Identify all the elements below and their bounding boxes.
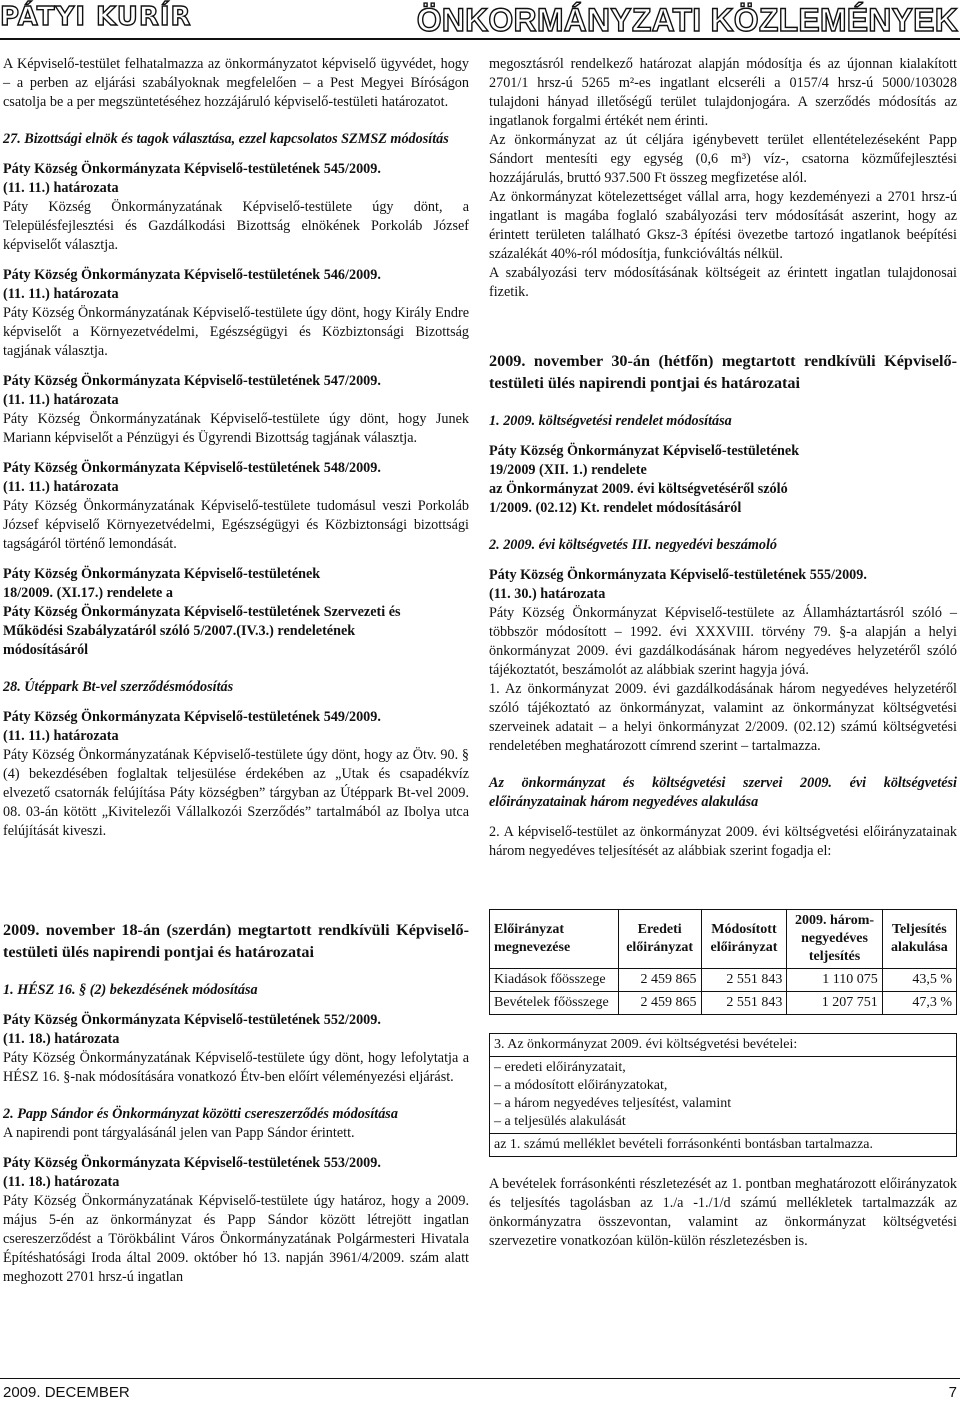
page-number: 7: [948, 1384, 957, 1401]
session-nov-30-heading: 2009. november 30-án (hétfőn) megtartott rendkívüli Képviselő-testületi ülés napirendi pontjai és határozatai: [489, 352, 957, 392]
resolution-553-text: Páty Község Önkormányzatának Képviselő-testülete úgy határoz, hogy a 2009. május 5-én az önkormányzat és Papp Sándor között létrejött ingatlan csereszerződést a Törökbálint Város Önkormányzatának Polgármesteri Hivatala Építéshatósági Iroda által 2009. október hó 13. napján 3961/4/2009. szám alatt meghozott 2701 hrsz-ú ingatlan: [3, 1193, 469, 1285]
revenue-box-list-row: [490, 1057, 957, 1134]
decree-19-line-1: Páty Község Önkormányzat Képviselő-testületének: [489, 443, 800, 459]
budget-col-header: Módosított előirányzat: [701, 910, 787, 969]
resolution-549-text: Páty Község Önkormányzatának Képviselő-testülete úgy dönt, hogy az Ötv. 90. § (4) bekezdésében foglaltak teljesülése érdekében az „Utak és csapadékvíz elvezető csatornák felújítása Páty községben” tárgyban az Útéppark Bt-vel 2009. 08. 03-án kötött „Kivitelezői Vállalkozói Szerződés” tartalmából az Ibolya utca felújítását kiveszi.: [3, 747, 469, 839]
continuation-paragraph-2: Az önkormányzat az út céljára igénybevett terület ellentételezéseként Papp Sándort mentesíti egy egység (0,6 m³) víz-, csatorna közműfejlesztési hozzájárulás, bruttó 937.500 Ft összeg megfizetése alól.: [489, 132, 957, 186]
table-cell: 2 551 843: [701, 969, 787, 992]
table-cell: 2 459 865: [618, 992, 701, 1015]
resolution-555-subtitle: (11. 30.) határozata: [489, 586, 606, 602]
table-cell: 2 551 843: [701, 992, 787, 1015]
list-item: – a módosított előirányzatokat,: [494, 1078, 668, 1093]
table-cell: 43,5 %: [882, 969, 956, 992]
agenda-item-hesz: 1. HÉSZ 16. § (2) bekezdésének módosítása: [3, 982, 258, 998]
budget-table-header-row: [490, 910, 957, 969]
section-title: ÖNKORMÁNYZATI KÖZLEMÉNYEK: [416, 2, 958, 38]
resolution-548-subtitle: (11. 11.) határozata: [3, 479, 119, 495]
table-cell: Bevételek főösszege: [490, 992, 619, 1015]
budget-col-header: Előirányzat megnevezése: [490, 910, 619, 969]
final-paragraph: A bevételek forrásonkénti részletezését az 1. pontban meghatározott előirányzatok és teljesítés tagolásban az 1./a -1./1/d számú mellékletek tartalmazzák az önkormányzatra összevontan, valamint az önkormányzat költségvetési szervezetire vonatkozóan külön-külön részletezésben is.: [489, 1176, 957, 1249]
budget-table: [489, 909, 957, 1015]
agenda-item-27: 27. Bizottsági elnök és tagok választása, ezzel kapcsolatos SZMSZ módosítás: [3, 131, 449, 147]
revenue-box-title: 3. Az önkormányzat 2009. évi költségvetési bevételei:: [490, 1034, 957, 1057]
masthead-logo: PÁTYI KURÍR: [0, 2, 192, 32]
revenue-box: [489, 1033, 957, 1157]
continuation-paragraph-1: megosztásról rendelkező határozat alapján módosítja és az újonnan kialakított 2701/1 hrsz-ú 5265 m²-es ingatlant elcseréli a 0157/4 hrsz-ú 5000/103028 tulajdoni hányad illetőségű terület tulajdonjogára. A szerződés módosítás az ingatlanok forgalmi értékét nem érinti.: [489, 56, 957, 129]
agenda-item-quarterly-report: 2. 2009. évi költségvetés III. negyedévi beszámoló: [489, 537, 778, 553]
resolution-552-title: Páty Község Önkormányzata Képviselő-testületének 552/2009.: [3, 1012, 381, 1028]
budget-col-header: Eredeti előirányzat: [618, 910, 701, 969]
footer-date: 2009. DECEMBER: [3, 1384, 130, 1401]
agenda-item-28: 28. Útéppark Bt-vel szerződésmódosítás: [3, 679, 234, 695]
resolution-552-subtitle: (11. 18.) határozata: [3, 1031, 120, 1047]
resolution-555-point-1: 1. Az önkormányzat 2009. évi gazdálkodásának három negyedéves helyzetéről szóló tájékoztató az önkormányzat, valamint az önkormányzat költségvetési szerveinek adatait – a helyi önkormányzat 2/2009. (02.12) számú költségvetési rendeletében meghatározott címrend szerint – tartalmazza.: [489, 681, 957, 754]
decree-18-line-3: Páty Község Önkormányzata Képviselő-testületének Szervezeti és: [3, 604, 401, 620]
budget-col-header: Teljesítés alakulása: [882, 910, 956, 969]
revenue-box-list: [490, 1057, 957, 1134]
decree-18-line-5: módosításáról: [3, 642, 89, 658]
resolution-555-text: Páty Község Önkormányzat Képviselő-testülete az Államháztartásról szóló – többször módosított – 1992. évi XXXVIII. törvény 79. §-a alapján a helyi önkormányzat 2009. évi gazdálkodásának három negyedéves helyzetéről szóló tájékoztatót, beszámolót az alábbiak szerint hagyja jóvá.: [489, 605, 957, 678]
right-column: [489, 55, 957, 1251]
resolution-555-point-2: 2. A képviselő-testület az önkormányzat 2009. évi költségvetési előirányzatainak három negyedéves teljesítését az alábbiak szerint fogadja el:: [489, 824, 957, 859]
list-item: – a három negyedéves teljesítést, valamint: [494, 1096, 732, 1111]
page-footer: [0, 1378, 960, 1403]
decree-19-line-4: 1/2009. (02.12) Kt. rendelet módosításáról: [489, 500, 742, 516]
resolution-549-subtitle: (11. 11.) határozata: [3, 728, 119, 744]
decree-19-line-3: az Önkormányzat 2009. évi költségvetéséről szóló: [489, 481, 788, 497]
list-item: – a teljesülés alakulását: [494, 1114, 626, 1129]
resolution-545-subtitle: (11. 11.) határozata: [3, 180, 119, 196]
decree-18-line-2: 18/2009. (XI.17.) rendelete a: [3, 585, 173, 601]
resolution-547-subtitle: (11. 11.) határozata: [3, 392, 119, 408]
agenda-item-budget-amendment: 1. 2009. költségvetési rendelet módosítása: [489, 413, 732, 429]
page-header: [0, 0, 960, 40]
table-cell: 47,3 %: [882, 992, 956, 1015]
intro-paragraph: A Képviselő-testület felhatalmazza az önkormányzatot képviselő ügyvédet, hogy – a perben az eljárási szabályoknak megfelelően – a Pest Megyei Bíróságon csatolja be a per megszüntetéséhez hozzájáruló képviselő-testületi határozatot.: [3, 56, 469, 110]
left-column: [3, 55, 469, 1287]
decree-19-line-2: 19/2009 (XII. 1.) rendelete: [489, 462, 647, 478]
revenue-box-title-row: [490, 1034, 957, 1057]
resolution-546-title: Páty Község Önkormányzata Képviselő-testületének 546/2009.: [3, 267, 381, 283]
resolution-546-subtitle: (11. 11.) határozata: [3, 286, 119, 302]
table-row: [490, 992, 957, 1015]
continuation-paragraph-4: A szabályozási terv módosításának költségeit az érintett ingatlan tulajdonosai fizetik.: [489, 265, 957, 300]
resolution-547-title: Páty Község Önkormányzata Képviselő-testületének 547/2009.: [3, 373, 381, 389]
resolution-548-text: Páty Község Önkormányzatának Képviselő-testülete tudomásul veszi Porkoláb József képviselő Környezetvédelmi, Egészségügyi és Közbiztonsági bizottsági tagságáról történő lemondását.: [3, 498, 469, 552]
table-cell: 2 459 865: [618, 969, 701, 992]
decree-18-line-4: Működési Szabályzatáról szóló 5/2007.(IV.3.) rendeletének: [3, 623, 356, 639]
revenue-box-footer-row: [490, 1134, 957, 1157]
table-row: [490, 969, 957, 992]
table-cell: 1 110 075: [787, 969, 882, 992]
session-nov-18-heading: 2009. november 18-án (szerdán) megtartott rendkívüli Képviselő-testületi ülés napirendi pontjai és határozatai: [3, 921, 469, 961]
list-item: – eredeti előirányzatait,: [494, 1060, 626, 1075]
papp-note: A napirendi pont tárgyalásánál jelen van Papp Sándor érintett.: [3, 1125, 355, 1141]
table-cell: Kiadások főösszege: [490, 969, 619, 992]
resolution-548-title: Páty Község Önkormányzata Képviselő-testületének 548/2009.: [3, 460, 381, 476]
resolution-547-text: Páty Község Önkormányzatának Képviselő-testülete úgy dönt, hogy Junek Mariann képviselőt a Pénzügyi és Ügyrendi Bizottság tagjának választja.: [3, 411, 469, 446]
resolution-552-text: Páty Község Önkormányzatának Képviselő-testülete úgy dönt, hogy lefolytatja a HÉSZ 16. §-nak módosítására vonatkozó Étv-ben előírt véleményezési eljárást.: [3, 1050, 469, 1085]
resolution-546-text: Páty Község Önkormányzatának Képviselő-testülete úgy dönt, hogy Király Endre képviselőt a Környezetvédelmi, Egészségügyi és Közbiztonsági Bizottság tagjának választja.: [3, 305, 469, 359]
resolution-545-title: Páty Község Önkormányzata Képviselő-testületének 545/2009.: [3, 161, 381, 177]
budget-col-header: 2009. három-negyedéves teljesítés: [787, 910, 882, 969]
budget-heading: Az önkormányzat és költségvetési szervei 2009. évi költségvetési előirányzatainak három negyedéves alakulása: [489, 775, 957, 810]
decree-18-line-1: Páty Község Önkormányzata Képviselő-testületének: [3, 566, 321, 582]
agenda-item-papp: 2. Papp Sándor és Önkormányzat közötti csereszerződés módosítása: [3, 1106, 398, 1122]
resolution-553-subtitle: (11. 18.) határozata: [3, 1174, 120, 1190]
resolution-553-title: Páty Község Önkormányzata Képviselő-testületének 553/2009.: [3, 1155, 381, 1171]
resolution-545-text: Páty Község Önkormányzatának Képviselő-testülete úgy dönt, a Településfejlesztési és Gazdálkodási Bizottság elnökének Porkoláb József képviselőt választja.: [3, 199, 469, 253]
table-cell: 1 207 751: [787, 992, 882, 1015]
continuation-paragraph-3: Az önkormányzat kötelezettséget vállal arra, hogy kezdeményezi a 2701 hrsz-ú ingatlant is magába foglaló szabályozási terv módosítását aszerint, hogy az érintett területen található Gksz-3 építési övezetbe tartozó ingatlanok beépítési százalékát 40%-ról módosítja, funkcióváltás nélkül.: [489, 189, 957, 262]
resolution-549-title: Páty Község Önkormányzata Képviselő-testületének 549/2009.: [3, 709, 381, 725]
revenue-box-footer: az 1. számú melléklet bevételi forrásonkénti bontásban tartalmazza.: [490, 1134, 957, 1157]
resolution-555-title: Páty Község Önkormányzata Képviselő-testületének 555/2009.: [489, 567, 867, 583]
